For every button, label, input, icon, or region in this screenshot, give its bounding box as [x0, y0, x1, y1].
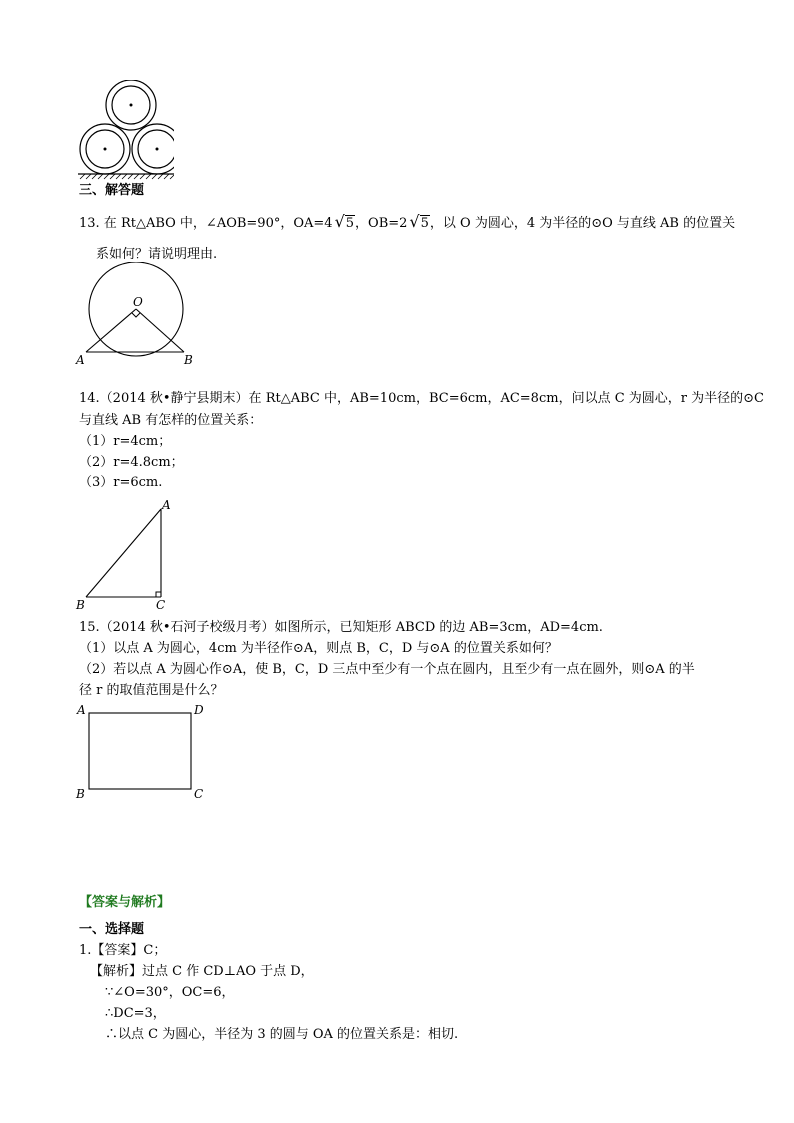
q14-right-angle-mark: [156, 592, 161, 597]
q13-sqrt-b: √5: [409, 212, 429, 231]
section-heading-solve: 三、解答题: [79, 183, 145, 198]
q15-label-b: B: [76, 787, 85, 801]
three-circles-figure: [74, 80, 174, 180]
q14-label-c: C: [156, 598, 166, 612]
q13-text-a: 13. 在 Rt△ABO 中，∠AOB=90°，OA=4: [79, 216, 333, 231]
q15-label-c: C: [194, 787, 204, 801]
right-circle-center: [156, 148, 159, 151]
q13-text-c: ，以 O 为圆心，4 为半径的⊙O 与直线 AB 的位置关: [429, 216, 736, 231]
q13-label-b: B: [184, 353, 193, 367]
q13-segment-oa: [86, 309, 136, 352]
q13-line2: 系如何？请说明理由.: [96, 247, 218, 262]
answer-1-title: 1.【答案】C；: [79, 943, 167, 958]
q15-line1: 15.（2014 秋•石河子校级月考）如图所示，已知矩形 ABCD 的边 AB=3cm，AD=4cm.: [79, 620, 603, 635]
q13-circle-figure: [74, 262, 204, 368]
q13-line1: [79, 212, 736, 232]
q14-line2: 与直线 AB 有怎样的位置关系：: [79, 413, 263, 428]
answer-1-step-2: ∴DC=3，: [105, 1006, 166, 1021]
q14-label-b: B: [76, 598, 85, 612]
top-circle-center: [130, 104, 133, 107]
q13-text-b: ，OB=2: [355, 216, 408, 231]
q13-label-a: A: [76, 353, 85, 367]
q13-label-o: O: [133, 295, 143, 309]
q13-right-angle-mark: [132, 313, 140, 317]
q14-item-1: （1）r=4cm；: [79, 434, 172, 449]
q13-segment-ob: [136, 309, 184, 352]
q15-rectangle-abcd: [89, 713, 191, 789]
q15-line4: 径 r 的取值范围是什么？: [79, 683, 224, 698]
q14-item-3: （3）r=6cm.: [79, 475, 163, 490]
answers-heading: 【答案与解析】: [79, 895, 171, 910]
q14-triangle-figure: [72, 496, 182, 614]
q15-line3: （2）若以点 A 为圆心作⊙A，使 B，C，D 三点中至少有一个点在圆内，且至少有一点在圆外，则⊙A 的半: [79, 662, 695, 677]
q13-sqrt-a: √5: [334, 212, 355, 231]
q14-line1: 14.（2014 秋•静宁县期末）在 Rt△ABC 中，AB=10cm，BC=6cm，AC=8cm，问以点 C 为圆心，r 为半径的⊙C: [79, 391, 764, 406]
answers-section-choice: 一、选择题: [79, 922, 145, 937]
answer-1-analysis: 【解析】过点 C 作 CD⊥AO 于点 D，: [90, 964, 314, 979]
answer-1-step-1: ∵∠O=30°，OC=6，: [105, 985, 235, 1000]
q15-line2: （1）以点 A 为圆心，4cm 为半径作⊙A，则点 B，C，D 与⊙A 的位置关系如何？: [79, 641, 558, 656]
q14-side-ab: [86, 509, 161, 597]
q14-item-2: （2）r=4.8cm；: [79, 455, 184, 470]
q15-rectangle-figure: [72, 700, 212, 804]
ground-hatching: [80, 174, 174, 179]
answer-1-step-3: ∴以点 C 为圆心，半径为 3 的圆与 OA 的位置关系是：相切.: [105, 1027, 459, 1042]
left-circle-center: [104, 148, 107, 151]
q14-label-a: A: [162, 498, 171, 512]
q15-label-d: D: [194, 703, 204, 717]
q15-label-a: A: [77, 703, 86, 717]
